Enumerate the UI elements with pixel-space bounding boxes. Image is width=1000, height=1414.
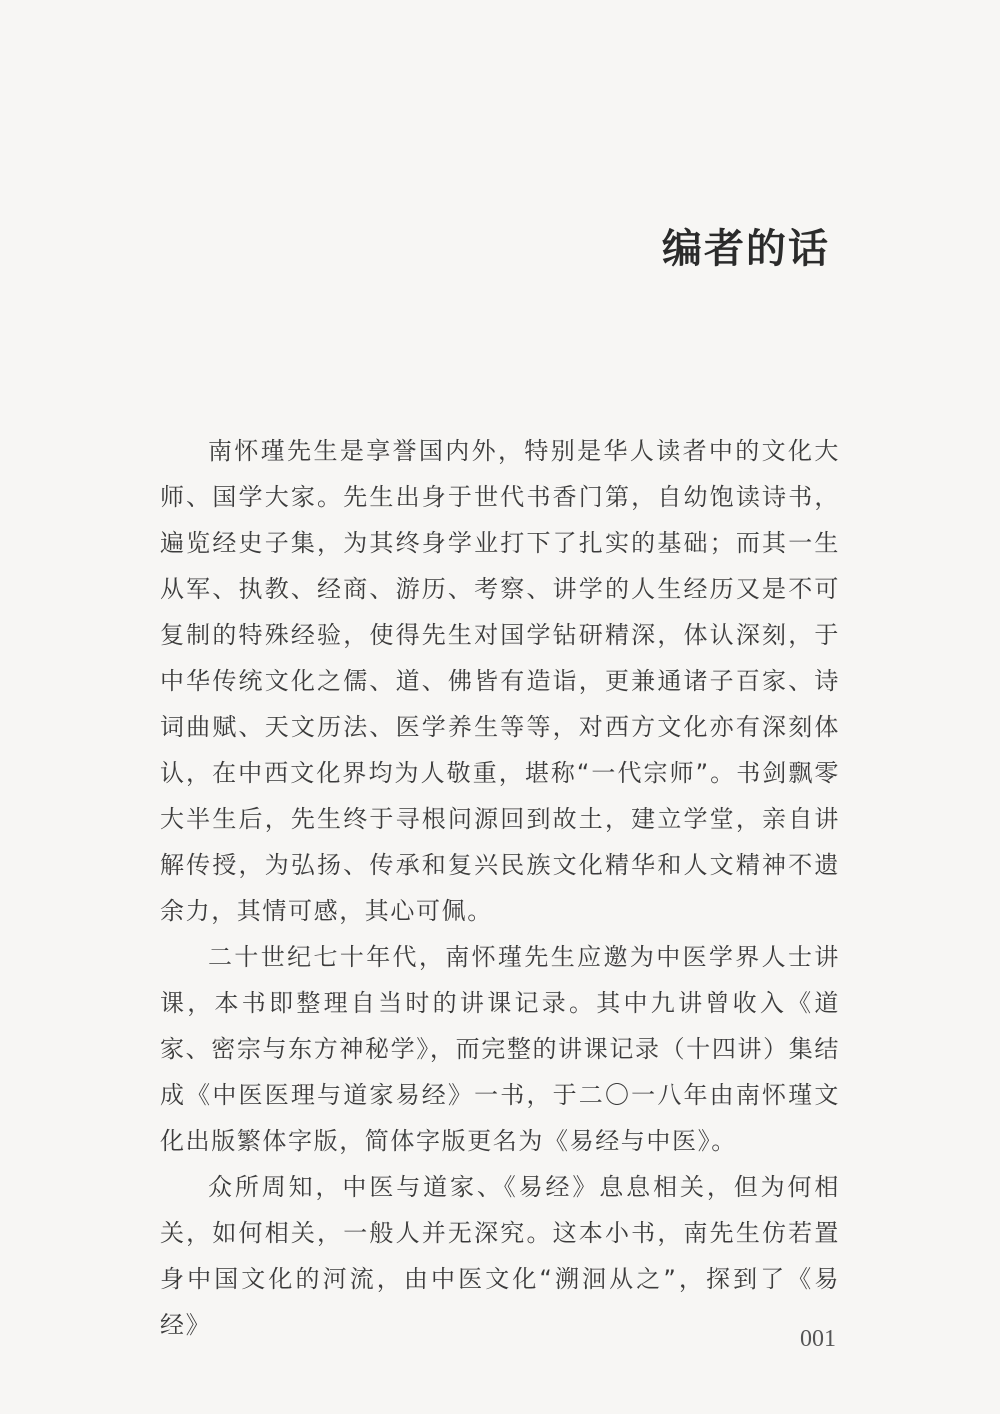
paragraph: 众所周知，中医与道家、《易经》息息相关，但为何相关，如何相关，一般人并无深究。这本小书，南先生仿若置身中国文化的河流，由中医文化“溯洄从之”，探到了《易经》 (160, 1173, 840, 1339)
page-number: 001 (800, 1326, 836, 1352)
paragraph: 二十世纪七十年代，南怀瑾先生应邀为中医学界人士讲课，本书即整理自当时的讲课记录。其中九讲曾收入《道家、密宗与东方神秘学》，而完整的讲课记录（十四讲）集结成《中医医理与道家易经》一书，于二〇一八年由南怀瑾文化出版繁体字版，简体字版更名为《易经与中医》。 (160, 943, 840, 1155)
paragraph: 南怀瑾先生是享誉国内外，特别是华人读者中的文化大师、国学大家。先生出身于世代书香门第，自幼饱读诗书，遍览经史子集，为其终身学业打下了扎实的基础；而其一生从军、执教、经商、游历、考察、讲学的人生经历又是不可复制的特殊经验，使得先生对国学钻研精深，体认深刻，于中华传统文化之儒、道、佛皆有造诣，更兼通诸子百家、诗词曲赋、天文历法、医学养生等等，对西方文化亦有深刻体认，在中西文化界均为人敬重，堪称“一代宗师”。书剑飘零大半生后，先生终于寻根问源回到故土，建立学堂，亲自讲解传授，为弘扬、传承和复兴民族文化精华和人文精神不遗余力，其情可感，其心可佩。 (160, 437, 840, 925)
chapter-title: 编者的话 (662, 224, 830, 272)
body-text (160, 428, 840, 1348)
